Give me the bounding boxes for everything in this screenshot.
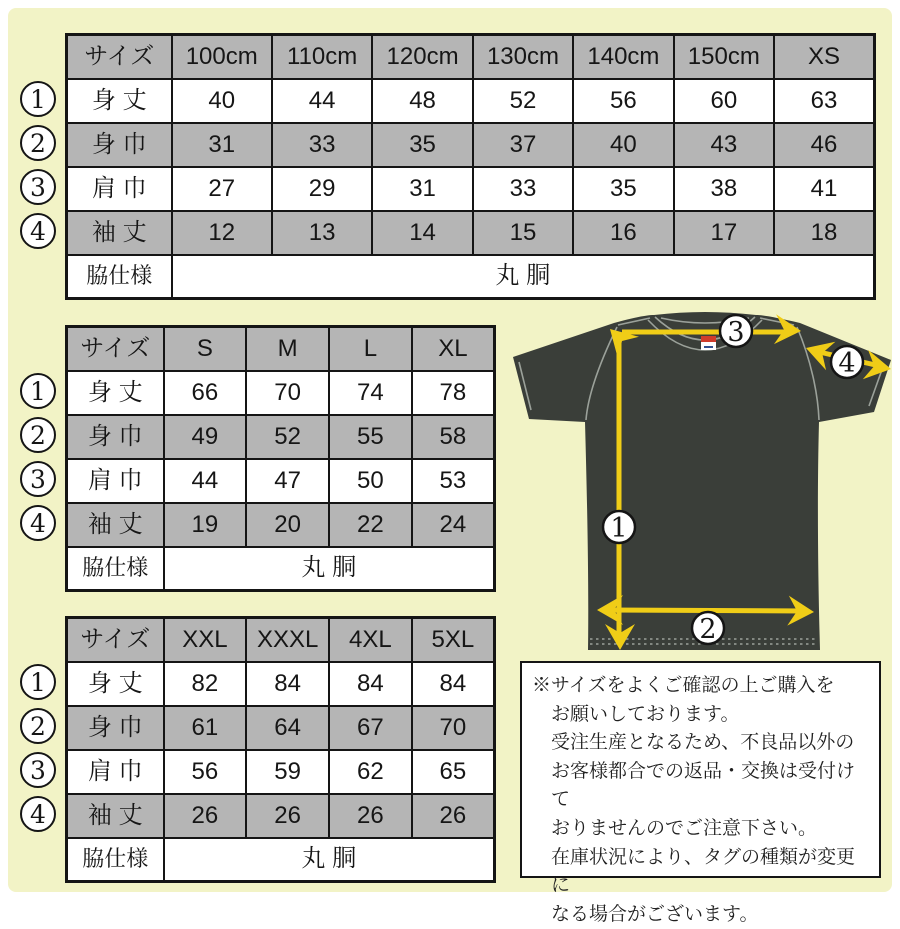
cell: 26 [164,794,247,838]
col-header: 100cm [172,35,272,79]
purchase-note [520,661,881,925]
row-label: 袖 丈 [67,211,172,255]
table-row-body-length [67,79,875,123]
table-row-side-spec [67,838,495,882]
row-label: 肩 巾 [67,750,164,794]
cell: 29 [272,167,372,211]
circled-number-3: 3 [20,752,56,788]
circled-number-label: 4 [838,348,856,379]
cell: 55 [329,415,412,459]
cell: 46 [774,123,874,167]
circled-number-label: 1 [610,513,628,544]
circled-number-4: 4 [20,796,56,832]
note-line: お願いしております。 [551,703,740,725]
note-line: ※サイズをよくご確認の上ご購入を [532,675,835,696]
circled-number-4: 4 [20,505,56,541]
cell: 53 [412,459,495,503]
cell: 84 [329,662,412,706]
cell: 16 [573,211,673,255]
col-header: M [246,327,329,371]
cell: 63 [774,79,874,123]
col-header: XL [412,327,495,371]
size-table-adult [65,325,496,592]
waki-value: 丸 胴 [164,838,495,882]
cell: 38 [674,167,774,211]
table-row-shoulder-width [67,167,875,211]
col-header: XXXL [246,618,329,662]
table-row-sleeve-length [67,211,875,255]
col-header: 110cm [272,35,372,79]
row-label: 身 丈 [67,79,172,123]
note-line: 受注生産となるため、不良品以外の [551,732,855,754]
table-row-body-length [67,662,495,706]
col-header: 150cm [674,35,774,79]
circled-number-2: 2 [20,708,56,744]
row-label: 身 丈 [67,662,164,706]
size-table-big [65,616,496,883]
table-row-sleeve-length [67,794,495,838]
cell: 78 [412,371,495,415]
row-label: 袖 丈 [67,794,164,838]
row-label: 身 巾 [67,123,172,167]
circled-number-label: 2 [699,614,717,645]
cell: 18 [774,211,874,255]
cell: 40 [573,123,673,167]
cell: 24 [412,503,495,547]
circled-number-4: 4 [20,213,56,249]
cell: 43 [674,123,774,167]
tag-blue-line [704,346,713,348]
row-label: 身 巾 [67,706,164,750]
row-label: 肩 巾 [67,459,164,503]
size-table-kids [65,33,876,300]
cell: 17 [674,211,774,255]
note-line: なる場合がございます。 [551,903,759,925]
cell: 35 [372,123,472,167]
table-row-body-width [67,415,495,459]
circled-number-1: 1 [20,81,56,117]
col-header: L [329,327,412,371]
cell: 37 [473,123,573,167]
cell: 64 [246,706,329,750]
cell: 56 [573,79,673,123]
tshirt-diagram [495,300,900,665]
circled-number-3: 3 [20,169,56,205]
table-row-shoulder-width [67,459,495,503]
cell: 84 [412,662,495,706]
col-header: XXL [164,618,247,662]
size-header: サイズ [67,327,164,371]
table-row-sleeve-length [67,503,495,547]
cell: 15 [473,211,573,255]
cell: 26 [329,794,412,838]
cell: 26 [246,794,329,838]
col-header: XS [774,35,874,79]
waki-value: 丸 胴 [172,255,875,299]
cell: 60 [674,79,774,123]
table-row-shoulder-width [67,750,495,794]
col-header: 140cm [573,35,673,79]
cell: 62 [329,750,412,794]
row-label: 脇仕様 [67,547,164,591]
cell: 40 [172,79,272,123]
cell: 33 [272,123,372,167]
table-row-body-length [67,371,495,415]
size-header: サイズ [67,618,164,662]
cell: 35 [573,167,673,211]
note-line: おりませんのでご注意下さい。 [551,817,818,839]
cell: 20 [246,503,329,547]
cell: 82 [164,662,247,706]
cell: 33 [473,167,573,211]
col-header: 5XL [412,618,495,662]
cell: 59 [246,750,329,794]
cell: 48 [372,79,472,123]
table-row-body-width [67,706,495,750]
cell: 65 [412,750,495,794]
cell: 70 [412,706,495,750]
header-row [67,35,875,79]
cell: 74 [329,371,412,415]
cell: 66 [164,371,247,415]
cell: 44 [272,79,372,123]
cell: 19 [164,503,247,547]
circled-number-1: 1 [20,373,56,409]
circled-number-1: 1 [20,664,56,700]
row-label: 身 巾 [67,415,164,459]
table-row-side-spec [67,255,875,299]
cell: 27 [172,167,272,211]
cell: 61 [164,706,247,750]
col-header: 4XL [329,618,412,662]
cell: 31 [372,167,472,211]
cell: 58 [412,415,495,459]
cell: 22 [329,503,412,547]
collar-tag [701,336,716,350]
circled-number-3: 3 [20,461,56,497]
table-row-side-spec [67,547,495,591]
row-label: 袖 丈 [67,503,164,547]
row-label: 脇仕様 [67,255,172,299]
cell: 49 [164,415,247,459]
cell: 31 [172,123,272,167]
header-row [67,618,495,662]
cell: 41 [774,167,874,211]
cell: 67 [329,706,412,750]
cell: 50 [329,459,412,503]
cell: 56 [164,750,247,794]
cell: 52 [473,79,573,123]
col-header: 120cm [372,35,472,79]
cell: 26 [412,794,495,838]
tag-red-band [701,336,716,342]
row-label: 肩 巾 [67,167,172,211]
circled-number-label: 3 [727,317,745,348]
cell: 12 [172,211,272,255]
col-header: 130cm [473,35,573,79]
header-row [67,327,495,371]
row-label: 身 丈 [67,371,164,415]
note-line: お客様都合での返品・交換は受付けて [551,760,856,811]
cell: 44 [164,459,247,503]
note-line: 在庫状況により、タグの種類が変更に [551,846,856,897]
circled-number-2: 2 [20,125,56,161]
size-header: サイズ [67,35,172,79]
cell: 14 [372,211,472,255]
cell: 52 [246,415,329,459]
arrow-line-body-width [605,610,805,611]
waki-value: 丸 胴 [164,547,495,591]
table-row-body-width [67,123,875,167]
cell: 70 [246,371,329,415]
row-label: 脇仕様 [67,838,164,882]
cell: 47 [246,459,329,503]
circled-number-2: 2 [20,417,56,453]
cell: 13 [272,211,372,255]
cell: 84 [246,662,329,706]
col-header: S [164,327,247,371]
